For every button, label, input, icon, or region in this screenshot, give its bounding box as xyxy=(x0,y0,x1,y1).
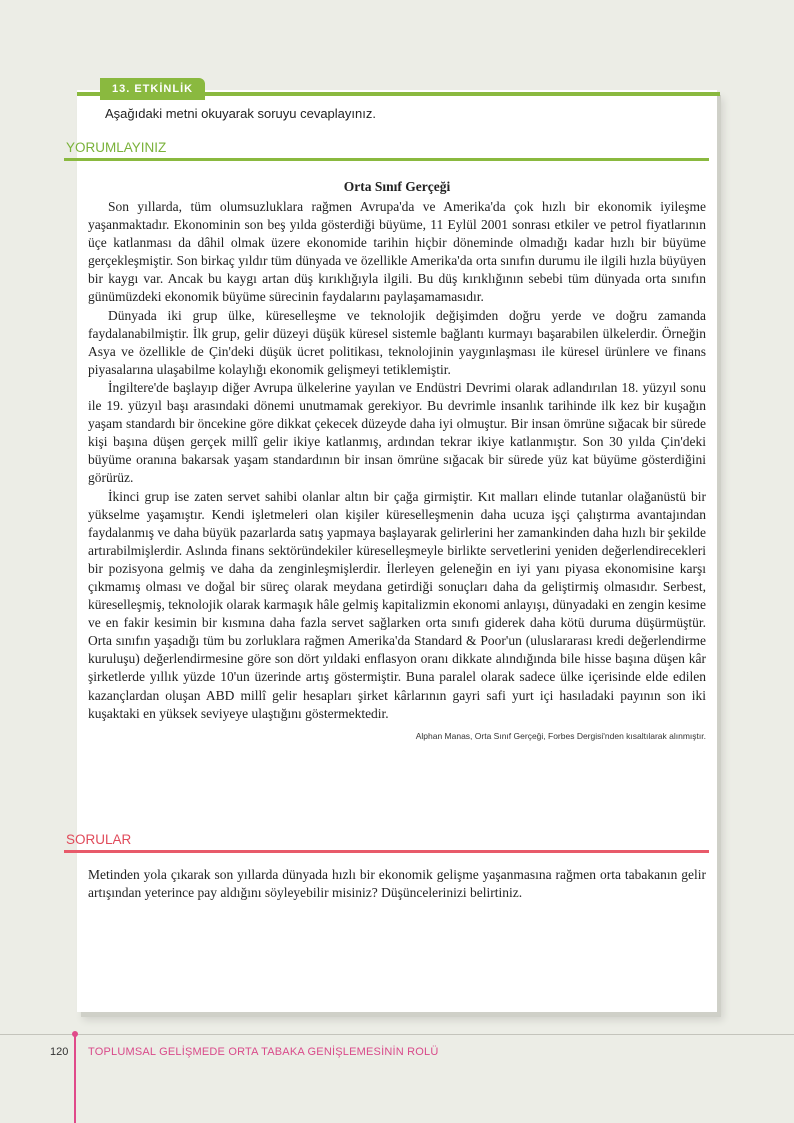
footer-divider xyxy=(0,1034,794,1035)
article-source: Alphan Manas, Orta Sınıf Gerçeği, Forbes Dergisi'nden kısaltılarak alınmıştır. xyxy=(415,730,706,741)
page-number: 120 xyxy=(50,1046,69,1058)
article xyxy=(88,178,706,745)
section-header-questions xyxy=(64,832,709,853)
section-title-interpret: YORUMLAYINIZ xyxy=(66,140,167,155)
article-paragraph: Dünyada iki grup ülke, küreselleşme ve teknolojik değişimden doğru yerde ve doğru zamanda faydalanabilmiştir. İlk grup, gelir düzeyi düşük küresel sistemle bağlantı kurmayı başarabilen ülkelerdir. Örneğin Asya ve özellikle de Çin'deki düşük ücret politikası, teknolojinin yaygınlaşması ile küresel ürünlere ve finans piyasalarına ulaşabilme kolaylığı ekonomik gelişmeyi tetiklemiştir. xyxy=(88,307,706,377)
article-paragraph: İngiltere'de başlayıp diğer Avrupa ülkelerine yayılan ve Endüstri Devrimi olarak adlandırılan 18. yüzyıl sonu ile 19. yüzyıl başı arasındaki dönemi unutmamak gerekiyor. Bu devrimle insanlık tarihinde ilk kez bir kuşağın yaşam standardı bir öncekine göre dikkat çekecek düzeyde daha iyi olmuştur. Bir insan ömrüne sığacak bir sürede kişi başına düşen gerçek millî gelir ikiye katlanmış, ardından tekrar ikiye katlanmıştır. Son 30 yılda Çin'deki büyüme oranına bakarsak yaşam standardının bir insan ömrüne sığacak bir sürede yüz kat büyüme gösterdiğini görürüz. xyxy=(88,379,706,486)
article-paragraph: İkinci grup ise zaten servet sahibi olanlar altın bir çağa girmiştir. Kıt malları elinde tutanlar olağanüstü bir yükselme yaşamıştır. Kendi işletmeleri olan kişiler küreselleşmenin daha ucuza işçi çalıştırma avantajından faydalanmış ve daha büyük pazarlarda satış yapmaya başlayarak gelirlerini her zamankinden daha hızlı bir şekilde artırabilmişlerdir. Aslında finans sektöründekiler küreselleşmeyle birlikte servetlerini yeniden değerlendirecekleri bir pozisyona gelmiş ve daha da zenginleşmişlerdir. İlerleyen geleneğin en iyi yanı piyasa ekonomisine karşı çıkmamış olması ve doğal bir süreç olarak meydana getirdiği sonuçları daha da geliştirmiş olmasıdır. Serbest, küreselleşmiş, teknolojik olarak karmaşık hâle gelmiş kapitalizmin ekonomi anlayışı, dünyadaki en zengin kesime ve en fakir kesimin bir kısmına daha fazla servet sağlarken orta sınıfı giderek daha kötü duruma düşürmüştür. Orta sınıfın yaşadığı tüm bu zorluklara rağmen Amerika'da Standard & Poor'un (uluslararası kredi değerlendirme kuruluşu) değerlendirmesine göre son dört yıldaki enflasyon oranı dikkate alındığında bile hisse başına düşen kâr şirketlerde yıllık yüzde 10'un üzerinde artış göstermiştir. Buna paralel olarak sadece ülke içerisinde elde edilen kazançlardan oluşan ABD millî gelir hesapları şirket kârlarının gayri safi yurt içi hasıladaki payının son iki kuşaktaki en yüksek seviyeye ulaştığını göstermektedir. xyxy=(88,488,706,721)
activity-label: 13. ETKİNLİK xyxy=(100,78,205,100)
article-paragraph: Son yıllarda, tüm olumsuzluklara rağmen Avrupa'da ve Amerika'da çok hızlı bir ekonomik iyileşme yaşanmaktadır. Ekonominin son beş yılda gösterdiği büyüme, 11 Eylül 2001 sonrası etkiler ve petrol fiyatlarının üçe katlanması da dâhil olmak üzere ekonomide tarihin hiçbir döneminde olmadığı kadar hızlı bir büyüme gerçekleşmiştir. Son birkaç yıldır tüm dünyada ve özellikle Amerika'da orta sınıfın durumu ile ilgili hızla büyüyen bir kaygı var. Ancak bu kaygı artan düş kırıklığıyla ilgili. Bu düş kırıklığının sebebi tüm dünyada orta sınıfın günümüzdeki ekonomik büyüme sürecinin faydalarını paylaşamamasıdır. xyxy=(88,199,706,305)
footer-chapter-title: TOPLUMSAL GELİŞMEDE ORTA TABAKA GENİŞLEMESİNİN ROLÜ xyxy=(88,1046,439,1058)
section-title-questions: SORULAR xyxy=(66,832,132,847)
section-divider xyxy=(64,158,709,161)
footer-accent-line xyxy=(74,1034,76,1123)
footer-accent-dot xyxy=(72,1031,78,1037)
section-divider xyxy=(64,850,709,853)
question-text: Metinden yola çıkarak son yıllarda dünyada hızlı bir ekonomik gelişme yaşanmasına rağmen orta tabakanın gelir artışından yeterince pay aldığını söyleyebilir misiniz? Düşüncelerinizi belirtiniz. xyxy=(88,867,706,900)
instruction-text: Aşağıdaki metni okuyarak soruyu cevaplayınız. xyxy=(105,106,376,121)
article-title: Orta Sınıf Gerçeği xyxy=(343,179,451,194)
section-header-interpret xyxy=(64,140,709,161)
